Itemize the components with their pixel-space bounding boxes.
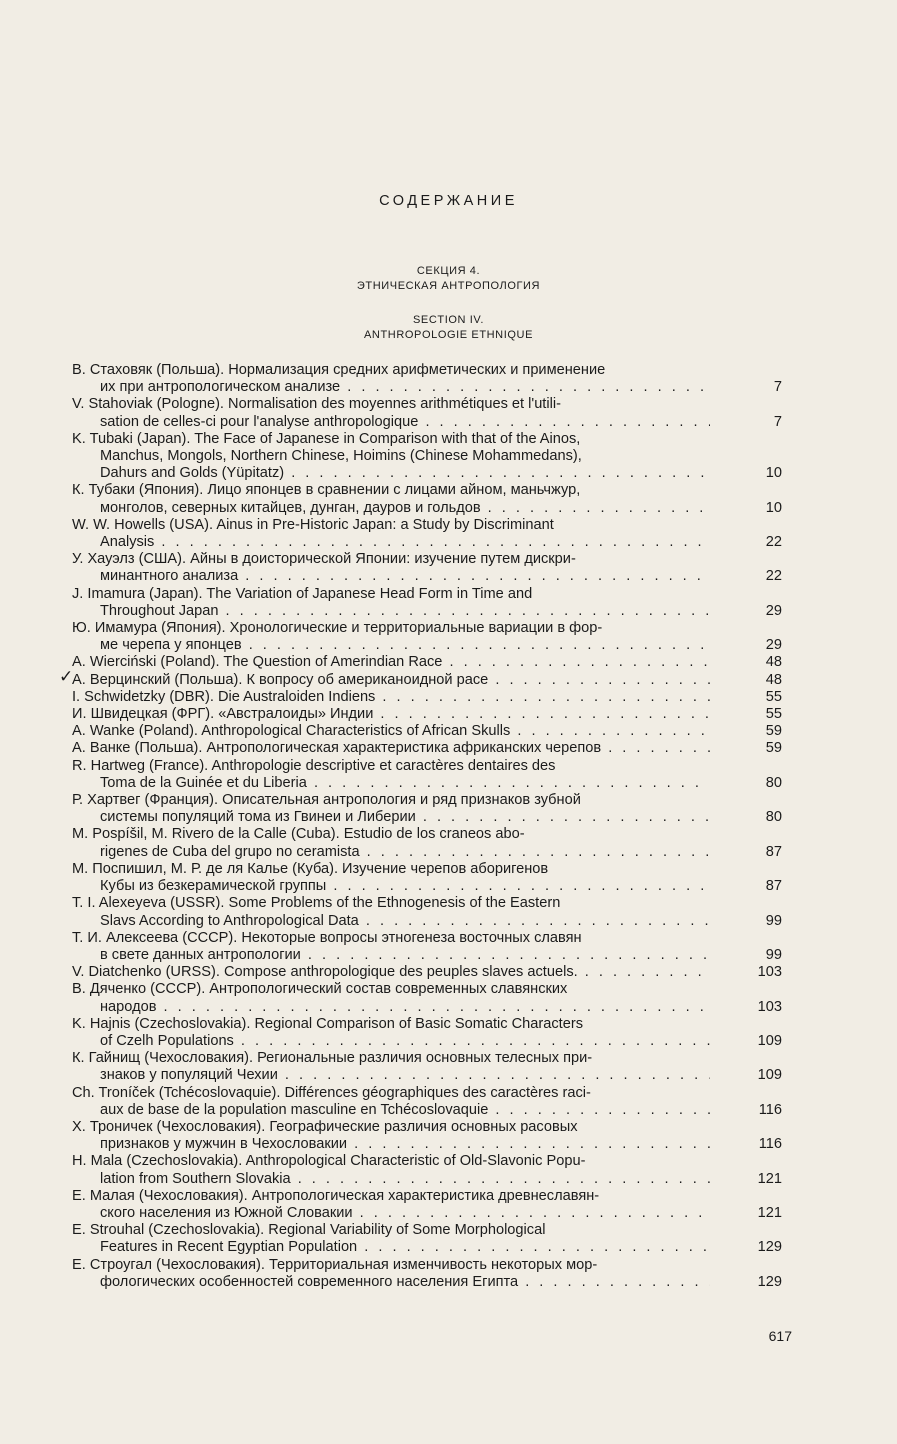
toc-entry-line: lation from Southern Slovakia . . . [72,1171,710,1188]
toc-entry-line: их при антропологическом анализе . . . [72,379,710,396]
toc-entry [72,723,782,740]
toc-entry-line: Throughout Japan . . . [72,603,710,620]
toc-entry-line: Р. Хартвег (Франция). Описательная антропология и ряд признаков зубной [72,792,581,809]
toc-entry-line: Toma de la Guinée et du Liberia . . . [72,775,710,792]
toc-entry-line: признаков у мужчин в Чехословакии . . . [72,1136,710,1153]
toc-entry-line: V. Diatchenko (URSS). Compose anthropologique des peuples slaves actuels. . . . [72,964,710,981]
toc-entry-line: of Czelh Populations . . . [72,1033,710,1050]
toc-entry-line: А. Ванке (Польша). Антропологическая характеристика африканских черепов . . . [72,740,710,757]
toc-entry-line: Е. Малая (Чехословакия). Антропологическая характеристика древнеславян- [72,1187,600,1204]
toc-entry [72,861,782,895]
toc-entry-line: Slavs According to Anthropological Data . . . [72,913,710,930]
toc-entry-line: А. Верцинский (Польша). К вопросу об американоидной расе . . . [72,672,710,689]
toc-entry-line: K. Tubaki (Japan). The Face of Japanese in Comparison with that of the Ainos, [72,430,581,447]
toc-entry [72,431,782,483]
toc-entry-line: Е. Строугал (Чехословакия). Территориальная изменчивость некоторых мор- [72,1256,598,1273]
toc-entry-line: sation de celles-ci pour l'analyse anthropologique . . . [72,414,710,431]
toc-entry-line: M. Pospíšil, M. Rivero de la Calle (Cuba). Estudio de los craneos abo- [72,826,525,843]
toc-entry-line: W. W. Howells (USA). Ainus in Pre-Historic Japan: a Study by Discriminant [72,516,554,533]
toc-entry [72,826,782,860]
toc-entry-line: R. Hartweg (France). Anthropologie descriptive et caractères dentaires des [72,757,556,774]
toc-entry-page: 59 [765,740,782,757]
toc-entry-line: В. Дяченко (СССР). Антропологический состав современных славянских [72,981,568,998]
toc-entry-page: 121 [757,1204,782,1221]
toc-entry-line: В. Стаховяк (Польша). Нормализация средних арифметических и применение [72,362,606,378]
toc-entry-line: Features in Recent Egyptian Population . . . [72,1239,710,1256]
toc-entry-page: 87 [765,878,782,895]
toc-entry-line: E. Strouhal (Czechoslovakia). Regional Variability of Some Morphological [72,1222,546,1239]
toc-entry [72,672,782,689]
toc-entry [72,620,782,654]
toc-entry [72,1188,782,1222]
toc-entry-line: rigenes de Cuba del grupo no ceramista . . . [72,844,710,861]
toc-entry [72,964,782,981]
toc-entry-line: A. Wanke (Poland). Anthropological Characteristics of African Skulls . . . [72,723,710,740]
toc-entry [72,586,782,620]
toc-entry [72,758,782,792]
section-title-fr: ANTHROPOLOGIE ETHNIQUE [363,329,534,341]
toc-entry-page: 7 [773,413,782,430]
toc-entry-line: Х. Троничек (Чехословакия). Географические различия основных расовых [72,1118,578,1135]
toc-entry-page: 22 [765,534,782,551]
toc-entry-line: К. Тубаки (Япония). Лицо японцев в сравнении с лицами айном, маньчжур, [72,482,581,499]
toc-entry [72,1153,782,1187]
page-number: 617 [768,1328,792,1344]
toc-entry-line: в свете данных антропологии . . . [72,947,710,964]
toc-entry-line: К. Гайнищ (Чехословакия). Региональные различия основных телесных при- [72,1050,593,1067]
toc-entry-line: Dahurs and Golds (Yüpitatz) . . . [72,465,710,482]
toc-entry-line: J. Imamura (Japan). The Variation of Japanese Head Form in Time and [72,585,533,602]
toc-entry [72,1050,782,1084]
toc-entry [72,981,782,1015]
toc-entry-page: 48 [765,671,782,688]
toc-entry-page: 121 [757,1170,782,1187]
toc-entry-page: 48 [765,654,782,671]
toc-entry-page: 129 [757,1239,782,1256]
toc-entry-line: Т. И. Алексеева (СССР). Некоторые вопросы этногенеза восточных славян [72,929,582,946]
toc-entry [72,1257,782,1291]
toc-entry-line: Analysis . . . [72,534,710,551]
toc-entry [72,930,782,964]
toc-entry-line: A. Wierciński (Poland). The Question of Amerindian Race . . . [72,654,710,671]
toc-entry-line: Ю. Имамура (Япония). Хронологические и территориальные вариации в фор- [72,620,603,637]
toc-entry-page: 10 [765,465,782,482]
toc-entry-page: 99 [765,912,782,929]
page-title: СОДЕРЖАНИЕ [379,193,518,209]
toc-entry [72,654,782,671]
toc-entry-line: системы популяций тома из Гвинеи и Либерии . . . [72,809,710,826]
toc-entry-line: М. Поспишил, М. Р. де ля Калье (Куба). Изучение черепов аборигенов [72,860,549,877]
toc-entry-line: Manchus, Mongols, Northern Chinese, Hoimins (Chinese Mohammedans), [100,448,582,465]
toc-entry [72,689,782,706]
toc-entry-line: фологических особенностей современного населения Египта . . . [72,1274,710,1291]
toc-entry [72,1085,782,1119]
toc-entry-page: 10 [765,499,782,516]
section-number-fr: SECTION IV. [413,314,484,326]
toc-entry-line: народов . . . [72,999,710,1016]
toc-entry-line: ского населения из Южной Словакии . . . [72,1205,710,1222]
table-of-contents [72,362,782,1291]
toc-entry-page: 116 [758,1136,782,1153]
toc-entry-line: ме черепа у японцев . . . [72,637,710,654]
toc-entry [72,1016,782,1050]
toc-entry-line: H. Mala (Czechoslovakia). Anthropological Characteristic of Old-Slavonic Popu- [72,1153,586,1170]
toc-entry [72,895,782,929]
toc-entry [72,362,782,396]
toc-entry-page: 109 [757,1032,782,1049]
section-number-ru: СЕКЦИЯ 4. [416,265,481,277]
toc-entry [72,740,782,757]
toc-entry-page: 103 [757,964,782,981]
toc-entry-line: И. Швидецкая (ФРГ). «Австралоиды» Индии . . . [72,706,710,723]
toc-entry-line: aux de base de la population masculine en Tchécoslovaquie . . . [72,1102,710,1119]
toc-entry-line: У. Хауэлз (США). Айны в доисторической Японии: изучение путем дискри- [72,551,576,568]
toc-entry-page: 7 [773,379,782,396]
toc-entry-page: 103 [757,998,782,1015]
toc-entry-page: 99 [765,946,782,963]
toc-entry [72,706,782,723]
section-heading-ru [0,264,897,294]
toc-entry [72,396,782,430]
toc-entry-page: 80 [765,809,782,826]
toc-entry-line: монголов, северных китайцев, дунган, дауров и гольдов . . . [72,500,710,517]
toc-entry-line: T. I. Alexeyeva (USSR). Some Problems of the Ethnogenesis of the Eastern [72,895,561,912]
toc-entry [72,1119,782,1153]
toc-entry-page: 87 [765,843,782,860]
toc-entry-page: 29 [765,602,782,619]
toc-entry-line: знаков у популяций Чехии . . . [72,1067,710,1084]
margin-check-mark: ✓ [59,667,74,686]
toc-entry [72,551,782,585]
section-title-ru: ЭТНИЧЕСКАЯ АНТРОПОЛОГИЯ [356,280,541,292]
toc-entry-line: Кубы из безкерамической группы . . . [72,878,710,895]
toc-entry-page: 109 [757,1067,782,1084]
toc-entry-page: 55 [765,688,782,705]
toc-entry-page: 22 [765,568,782,585]
toc-entry-line: Ch. Troníček (Tchécoslovaquie). Différences géographiques des caractères raci- [72,1084,591,1101]
toc-entry-page: 59 [765,723,782,740]
toc-entry [72,482,782,516]
section-heading-fr [0,313,897,343]
toc-entry [72,792,782,826]
toc-entry-line: K. Hajnis (Czechoslovakia). Regional Comparison of Basic Somatic Characters [72,1015,583,1032]
toc-entry-page: 129 [757,1273,782,1290]
toc-entry-page: 80 [765,774,782,791]
toc-entry-page: 29 [765,637,782,654]
toc-entry-line: I. Schwidetzky (DBR). Die Australoiden Indiens . . . [72,689,710,706]
toc-entry-page: 55 [765,706,782,723]
toc-entry [72,1222,782,1256]
toc-entry [72,517,782,551]
toc-entry-page: 116 [758,1101,782,1118]
toc-entry-line: V. Stahoviak (Pologne). Normalisation des moyennes arithmétiques et l'utili- [72,396,561,413]
toc-entry-line: минантного анализа . . . [72,568,710,585]
